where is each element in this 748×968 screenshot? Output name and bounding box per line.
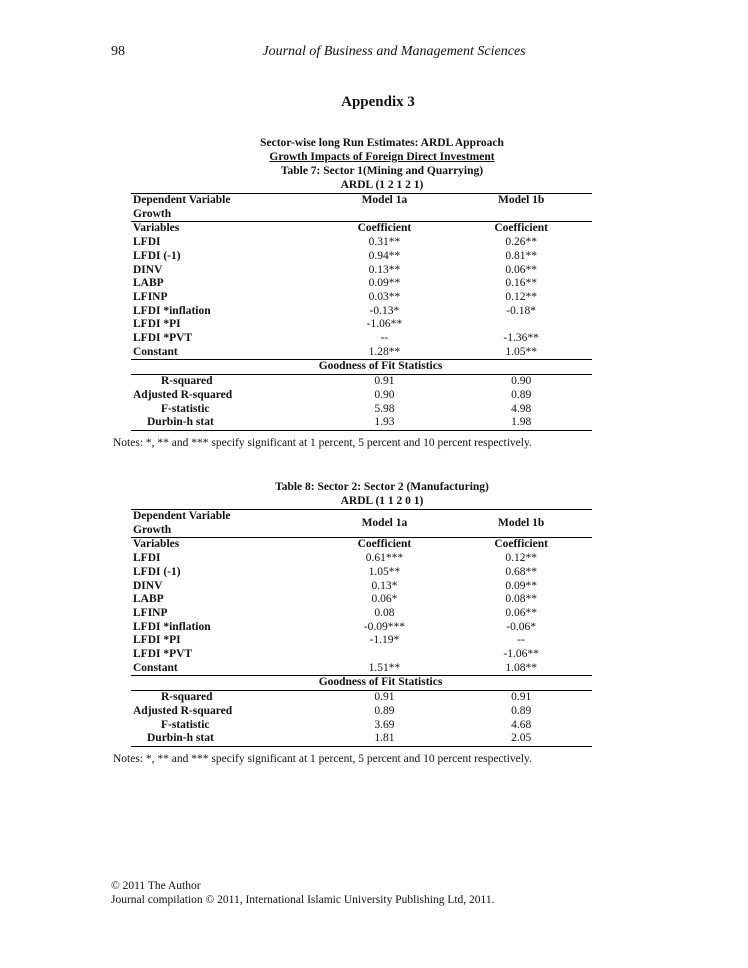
table7-gof-header-row [131, 360, 592, 375]
table8-model-a: Model 1a [319, 510, 451, 538]
coef-a-value: 0.13* [371, 579, 398, 592]
coef-b-value: -0.18* [506, 304, 536, 317]
coef-b-value: 0.68** [505, 565, 537, 578]
table7-ardl-spec: ARDL (1 2 1 2 1) [340, 179, 424, 191]
gof-stat-name: F-statistic [161, 402, 210, 415]
table7-dependent-label-1: Dependent Variable [133, 194, 231, 206]
table-row [131, 305, 592, 319]
table8-header-row [131, 510, 592, 538]
table-row [131, 332, 592, 346]
gof-stat-name: R-squared [161, 691, 213, 704]
coef-b-value: -0.06* [506, 620, 536, 633]
coef-a-value: 0.03** [368, 290, 401, 303]
coef-a-value: 1.51** [368, 661, 401, 674]
gof-a-value: 3.69 [374, 718, 395, 731]
table8-gof-header-row [131, 676, 592, 691]
coef-a-value: -- [380, 332, 389, 345]
coef-b-value [450, 318, 592, 332]
gof-stat-name: Adjusted R-squared [133, 704, 233, 717]
variable-name: DINV [133, 263, 163, 276]
coef-b-value: 0.12** [505, 552, 537, 565]
coef-b-value: 0.26** [505, 236, 537, 249]
table-row [131, 662, 592, 676]
coef-a-value: -1.06** [366, 318, 403, 331]
coef-b-value: 1.08** [505, 661, 537, 674]
footer-compilation: Journal compilation © 2011, International Islamic University Publishing Ltd, 2011. [111, 894, 495, 906]
coef-a-value: 0.13** [368, 263, 401, 276]
table7-dependent-label [131, 194, 319, 222]
table-row [131, 566, 592, 580]
table8-dependent-label-2: Growth [133, 523, 172, 536]
table-row [131, 236, 592, 250]
table8-model-b: Model 1b [450, 510, 592, 538]
gof-stat-name: Durbin-h stat [131, 732, 319, 746]
table8-caption: Table 8: Sector 2: Sector 2 (Manufacturing) [275, 481, 489, 493]
variable-name: LFDI [133, 552, 161, 565]
coef-b-value: -1.06** [503, 648, 539, 661]
gof-row [131, 375, 592, 389]
variable-name: LFDI *inflation [133, 620, 211, 633]
gof-row [131, 705, 592, 719]
coef-a-value: 0.09** [368, 277, 401, 290]
variable-name: LFDI *PVT [133, 332, 193, 345]
gof-row [131, 732, 592, 746]
journal-title: Journal of Business and Management Sciences [262, 44, 526, 59]
table7-variables-label: Variables [131, 222, 319, 236]
table8-coef-b: Coefficient [450, 538, 592, 552]
gof-row [131, 389, 592, 403]
appendix-title: Appendix 3 [341, 94, 415, 110]
variable-name: LFDI (-1) [133, 249, 181, 262]
coef-a-value: 0.61*** [365, 552, 404, 565]
table-row [131, 277, 592, 291]
table-row [131, 580, 592, 594]
coef-a-value: -1.19* [369, 634, 400, 647]
gof-row [131, 719, 592, 733]
variable-name: LFDI *PVT [133, 648, 193, 661]
gof-b-value: 1.98 [450, 416, 592, 430]
table8-subheader-row [131, 538, 592, 552]
gof-a-value: 0.90 [374, 388, 395, 401]
gof-b-value: 4.98 [511, 402, 532, 415]
table7-dependent-label-2: Growth [133, 207, 172, 220]
table8-notes: Notes: *, ** and *** specify significant at 1 percent, 5 percent and 10 percent respectively. [113, 753, 532, 765]
page-number: 98 [111, 44, 125, 59]
table-row [131, 593, 592, 607]
table7 [131, 193, 592, 431]
coef-b-value: -- [517, 634, 525, 647]
gof-row [131, 416, 592, 430]
table7-model-b: Model 1b [450, 194, 592, 222]
coef-b-value: 0.16** [505, 277, 537, 290]
table8 [131, 509, 592, 747]
table7-subheader-row [131, 222, 592, 236]
gof-stat-name: R-squared [161, 375, 213, 388]
variable-name: Constant [133, 661, 178, 674]
table7-coef-b: Coefficient [450, 222, 592, 236]
table-row [131, 607, 592, 621]
gof-a-value: 5.98 [374, 402, 395, 415]
table-row [131, 634, 592, 648]
table8-coef-a: Coefficient [319, 538, 451, 552]
coef-b-value: 0.06** [505, 263, 537, 276]
gof-row [131, 403, 592, 417]
table8-variables-label: Variables [131, 538, 319, 552]
variable-name: Constant [133, 345, 178, 358]
gof-b-value: 2.05 [450, 732, 592, 746]
coef-a-value: -0.09*** [363, 620, 406, 633]
table8-ardl-spec: ARDL (1 1 2 0 1) [340, 495, 424, 507]
table-row [131, 291, 592, 305]
variable-name: DINV [133, 579, 163, 592]
coef-b-value: 0.12** [505, 290, 537, 303]
table7-gof-label: Goodness of Fit Statistics [131, 360, 592, 375]
gof-b-value: 0.90 [511, 375, 532, 388]
gof-stat-name: F-statistic [161, 718, 210, 731]
table8-dependent-label-1: Dependent Variable [133, 510, 231, 522]
gof-row [131, 691, 592, 705]
coef-b-value: 1.05** [505, 345, 537, 358]
coef-a-value: 0.08 [374, 606, 395, 619]
table7-coef-a: Coefficient [319, 222, 451, 236]
variable-name: LFDI (-1) [133, 565, 181, 578]
table-row [131, 621, 592, 635]
coef-a-value: -0.13* [369, 304, 400, 317]
table7-header-row [131, 194, 592, 222]
table7-heading-line2: Growth Impacts of Foreign Direct Investment [269, 151, 495, 163]
table7-model-a: Model 1a [319, 194, 451, 222]
variable-name: LFDI *PI [133, 634, 181, 647]
variable-name: LFINP [133, 606, 168, 619]
gof-a-value: 0.89 [374, 704, 395, 717]
variable-name: LFINP [133, 290, 168, 303]
gof-b-value: 0.89 [511, 704, 532, 717]
coef-a-value: 0.31** [368, 236, 401, 249]
table8-gof-label: Goodness of Fit Statistics [131, 676, 592, 691]
coef-a-value: 1.28** [368, 345, 401, 358]
gof-a-value: 1.93 [319, 416, 451, 430]
table-row [131, 250, 592, 264]
gof-a-value: 0.91 [374, 691, 395, 704]
gof-a-value: 0.91 [374, 375, 395, 388]
gof-b-value: 0.89 [511, 388, 532, 401]
variable-name: LFDI [133, 236, 161, 249]
coef-a-value: 0.06* [371, 593, 398, 606]
gof-b-value: 0.91 [511, 691, 532, 704]
table7-notes: Notes: *, ** and *** specify significant at 1 percent, 5 percent and 10 percent respectively. [113, 437, 532, 449]
table8-dependent-label [131, 510, 319, 538]
footer-copyright: © 2011 The Author [111, 880, 201, 892]
coef-b-value: 0.81** [505, 249, 537, 262]
coef-b-value: -1.36** [503, 332, 539, 345]
table-row [131, 318, 592, 332]
gof-b-value: 4.68 [511, 718, 532, 731]
gof-stat-name: Adjusted R-squared [133, 388, 233, 401]
variable-name: LFDI *PI [133, 318, 181, 331]
table7-caption: Table 7: Sector 1(Mining and Quarrying) [280, 165, 484, 177]
gof-a-value: 1.81 [319, 732, 451, 746]
table-row [131, 264, 592, 278]
table-row [131, 648, 592, 662]
coef-b-value: 0.09** [505, 579, 537, 592]
coef-a-value: 0.94** [368, 249, 401, 262]
coef-a-value: 1.05** [368, 565, 401, 578]
variable-name: LFDI *inflation [133, 304, 211, 317]
gof-stat-name: Durbin-h stat [131, 416, 319, 430]
table-row [131, 346, 592, 360]
coef-a-value [319, 648, 451, 662]
table-row [131, 552, 592, 566]
table7-heading-line1: Sector-wise long Run Estimates: ARDL Approach [260, 137, 504, 149]
variable-name: LABP [133, 593, 164, 606]
coef-b-value: 0.06** [505, 606, 537, 619]
coef-b-value: 0.08** [505, 593, 537, 606]
variable-name: LABP [133, 277, 164, 290]
